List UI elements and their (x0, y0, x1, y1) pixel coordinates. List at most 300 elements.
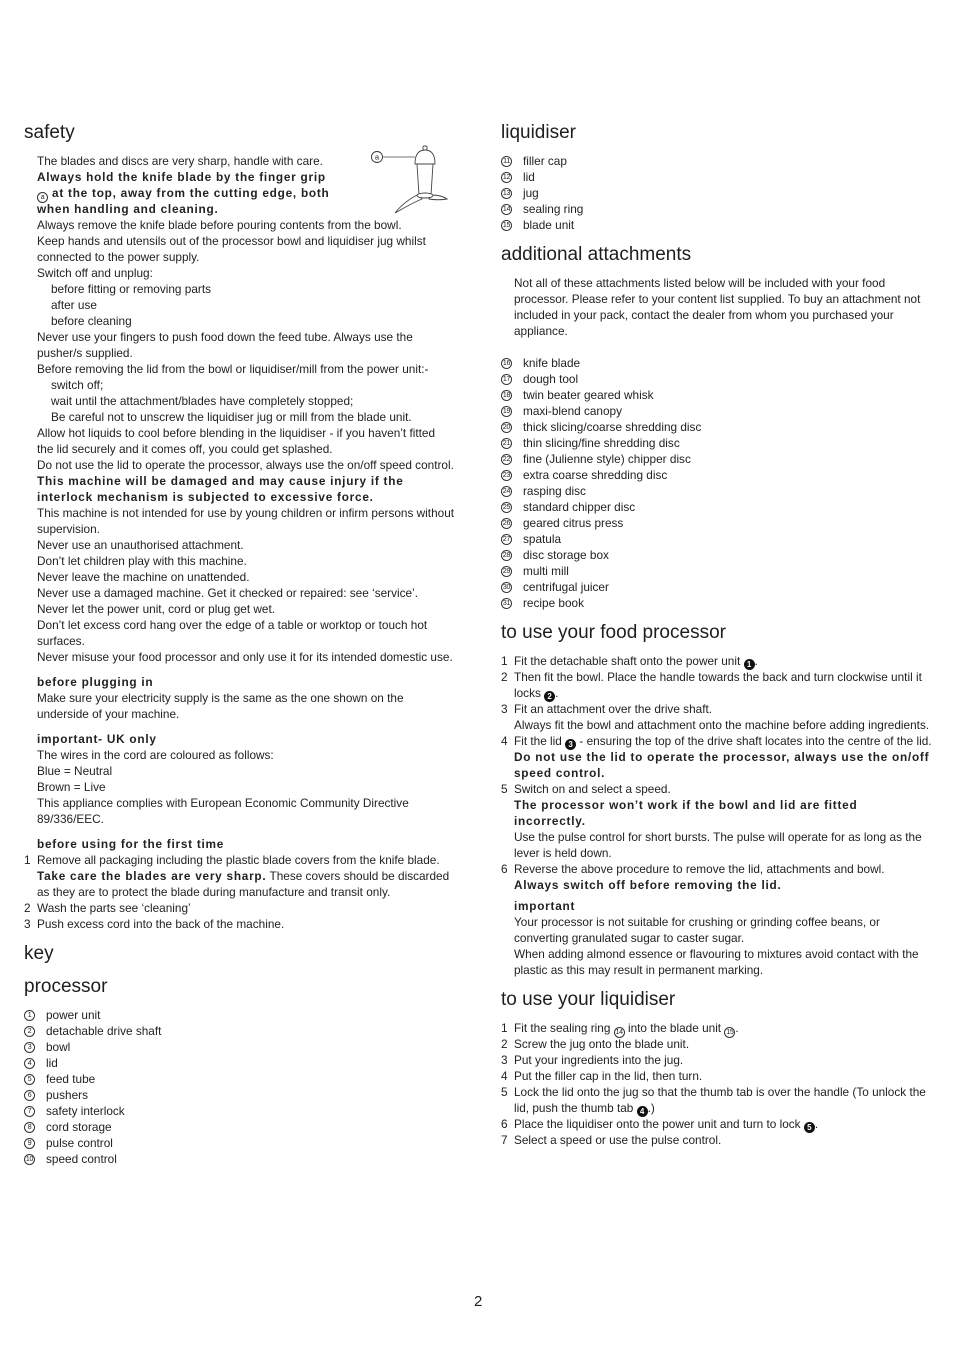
key-item-label: speed control (46, 1152, 117, 1166)
text-run: 89/336/EEC. (37, 812, 104, 826)
text-line (514, 829, 941, 845)
text-line (514, 1020, 941, 1036)
text-line (37, 361, 464, 377)
text-line (514, 701, 941, 717)
text-run: Never use a damaged machine. Get it checked or repaired: see ‘service’. (37, 586, 418, 600)
text-run: .) (647, 1101, 655, 1115)
text-run: connected to the power supply. (37, 250, 200, 264)
text-run: lid, push the thumb tab (514, 1101, 637, 1115)
left-column (24, 122, 464, 1167)
text-run: pusher/s supplied. (37, 346, 133, 360)
key-item-label: pushers (46, 1088, 88, 1102)
step-item (501, 781, 941, 861)
bold-text: speed control. (514, 766, 606, 780)
text-line (514, 797, 941, 813)
text-line (514, 1100, 941, 1116)
text-run: appliance. (514, 324, 568, 338)
step-number: 2 (501, 670, 508, 684)
paragraph (37, 329, 464, 377)
key-item (501, 217, 941, 233)
key-item (501, 153, 941, 169)
section-heading: to use your liquidiser (501, 989, 676, 1010)
key-number-marker: 29 (502, 567, 511, 575)
key-list (501, 355, 941, 611)
text-line (37, 779, 464, 795)
text-line (514, 781, 941, 797)
key-item (501, 435, 941, 451)
text-run: Be careful not to unscrew the liquidiser jug or mill from the blade unit. (51, 410, 412, 424)
step-number: 4 (501, 1069, 508, 1083)
text-run: before cleaning (51, 314, 132, 328)
text-run: - ensuring the top of the drive shaft locates into the centre of the lid. (576, 734, 932, 748)
step-number: 2 (501, 1037, 508, 1051)
key-item (501, 531, 941, 547)
filled-number-marker: 5 (804, 1122, 815, 1133)
text-line (514, 717, 941, 733)
text-run: This appliance complies with European Economic Community Directive (37, 796, 409, 810)
text-line (37, 868, 464, 884)
text-line (514, 685, 941, 701)
text-run: Use the pulse control for short bursts. The pulse will operate for as long as the (514, 830, 922, 844)
circled-number-marker: a (37, 192, 48, 203)
section-heading: additional attachments (501, 244, 692, 265)
text-run: Never let the power unit, cord or plug get wet. (37, 602, 276, 616)
key-item (501, 201, 941, 217)
text-run: Switch on and select a speed. (514, 782, 671, 796)
text-line (37, 617, 464, 633)
step-number: 3 (24, 917, 31, 931)
key-item (24, 1055, 464, 1071)
key-number-marker: 12 (502, 173, 511, 181)
step-number: 1 (24, 853, 31, 867)
key-number-marker: 7 (24, 1106, 35, 1117)
key-item-label: dough tool (523, 372, 579, 386)
knife-blade-icon (395, 146, 447, 213)
step-item (501, 1052, 941, 1068)
bold-text: at the top, away from the cutting edge, both (48, 186, 330, 200)
subheading: before using for the first time (37, 837, 225, 851)
text-line (37, 233, 464, 249)
text-run: as they are to protect the blade during manufacture and transit only. (37, 885, 391, 899)
text-line (514, 1084, 941, 1100)
step-item (501, 1020, 941, 1036)
text-line (37, 795, 464, 811)
text-line (514, 914, 941, 930)
text-line (514, 291, 941, 307)
text-line (37, 916, 464, 932)
key-item (501, 403, 941, 419)
text-run: Always remove the knife blade before pouring contents from the bowl. (37, 218, 402, 232)
text-line (37, 706, 464, 722)
key-item-label: jug (523, 186, 539, 200)
key-number-marker: 28 (502, 551, 511, 559)
text-run: These covers should be discarded (266, 869, 450, 883)
section-heading: to use your food processor (501, 622, 726, 643)
text-line (37, 345, 464, 361)
key-item-label: thick slicing/coarse shredding disc (523, 420, 702, 434)
text-run: Brown = Live (37, 780, 106, 794)
finger-grip-callout (372, 152, 416, 163)
text-run: switch off; (51, 378, 104, 392)
key-number-marker: 21 (502, 439, 511, 447)
text-run: Your processor is not suitable for crushing or grinding coffee beans, or (514, 915, 880, 929)
key-item (24, 1023, 464, 1039)
key-item (24, 1071, 464, 1087)
key-item-label: maxi-blend canopy (523, 404, 623, 418)
step-number: 6 (501, 1117, 508, 1131)
text-run: Allow hot liquids to cool before blending in the liquidiser - if you haven’t fitted (37, 426, 436, 440)
text-run: The blades and discs are very sharp, handle with care. (37, 154, 323, 168)
text-line (37, 265, 464, 281)
paragraph (37, 747, 464, 827)
key-number-marker: 27 (502, 535, 511, 543)
text-run: Keep hands and utensils out of the processor bowl and liquidiser jug whilst (37, 234, 426, 248)
key-item (501, 563, 941, 579)
text-run: The wires in the cord are coloured as follows: (37, 748, 274, 762)
text-line (37, 900, 464, 916)
key-item (24, 1087, 464, 1103)
text-run: Put the filler cap in the lid, then turn. (514, 1069, 703, 1083)
text-run: Remove all packaging including the plastic blade covers from the knife blade. (37, 853, 440, 867)
text-run: lever is held down. (514, 846, 612, 860)
text-line (37, 569, 464, 585)
key-item (24, 1103, 464, 1119)
key-item-label: filler cap (523, 154, 567, 168)
key-number-marker: 15 (502, 221, 511, 229)
text-run: Not all of these attachments listed below will be included with your food (514, 276, 886, 290)
key-number-marker: 23 (502, 471, 511, 479)
text-line (37, 425, 464, 441)
key-item-label: recipe book (523, 596, 584, 610)
text-line (514, 323, 941, 339)
key-item (24, 1039, 464, 1055)
text-run: Before removing the lid from the bowl or liquidiser/mill from the power unit:- (37, 362, 429, 376)
key-item (24, 1135, 464, 1151)
key-item (501, 185, 941, 201)
text-line (514, 307, 941, 323)
bold-text: interlock mechanism is subjected to excessive force. (37, 490, 374, 504)
key-list (501, 153, 941, 233)
key-item-label: spatula (523, 532, 562, 546)
step-item (501, 653, 941, 669)
text-run: Place the liquidiser onto the power unit and turn to lock (514, 1117, 804, 1131)
text-run: Push excess cord into the back of the machine. (37, 917, 285, 931)
text-run: supervision. (37, 522, 100, 536)
key-number-marker: 6 (24, 1090, 35, 1101)
text-line (51, 377, 464, 393)
key-number-marker: 17 (502, 375, 511, 383)
key-item-label: sealing ring (523, 202, 584, 216)
text-line (37, 852, 464, 868)
key-number-marker: 5 (24, 1074, 35, 1085)
text-run: plastic as this may result in permanent marking. (514, 963, 764, 977)
bold-text: The processor won’t work if the bowl and lid are fitted (514, 798, 858, 812)
text-line (37, 473, 464, 489)
key-item-label: safety interlock (46, 1104, 125, 1118)
text-line (37, 601, 464, 617)
circled-number-marker: 15 (726, 1029, 734, 1036)
key-number-marker: 3 (24, 1042, 35, 1053)
filled-number-marker: 4 (637, 1106, 648, 1117)
key-item (501, 595, 941, 611)
text-run: . (735, 1021, 739, 1035)
text-run: converting granulated sugar to caster sugar. (514, 931, 745, 945)
paragraph (514, 275, 941, 339)
step-number: 4 (501, 734, 508, 748)
key-item-label: power unit (46, 1008, 101, 1022)
key-item (501, 387, 941, 403)
key-number-marker: 20 (502, 423, 511, 431)
text-line (514, 1116, 941, 1132)
step-item (501, 1036, 941, 1052)
key-number-marker: 14 (502, 205, 511, 213)
text-line (514, 946, 941, 962)
bold-text: Take care the blades are very sharp. (37, 869, 267, 883)
text-line (37, 329, 464, 345)
text-run: before fitting or removing parts (51, 282, 211, 296)
paragraph (37, 690, 464, 722)
section-heading: safety (24, 122, 75, 143)
text-line (51, 393, 464, 409)
key-item (501, 371, 941, 387)
text-line (514, 845, 941, 861)
text-line (37, 489, 464, 505)
text-run: locks (514, 686, 545, 700)
step-number: 1 (501, 654, 508, 668)
key-item-label: geared citrus press (523, 516, 624, 530)
key-number-marker: 10 (25, 1155, 34, 1163)
text-run: Don’t let children play with this machine. (37, 554, 247, 568)
text-run: processor. Please refer to your content list supplied. To buy an attachment not (514, 292, 921, 306)
text-run: Reverse the above procedure to remove the lid, attachments and bowl. (514, 862, 885, 876)
key-item (501, 547, 941, 563)
text-line (51, 281, 464, 297)
text-run: after use (51, 298, 97, 312)
step-item (24, 852, 464, 900)
section-heading: liquidiser (501, 122, 576, 143)
text-run: Fit the detachable shaft onto the power unit (514, 654, 744, 668)
text-run: into the blade unit (624, 1021, 725, 1035)
key-number-marker: 1 (24, 1010, 35, 1021)
key-item-label: blade unit (523, 218, 575, 232)
key-list (24, 1007, 464, 1167)
step-item (24, 900, 464, 916)
key-item-label: disc storage box (523, 548, 609, 562)
text-line (514, 1052, 941, 1068)
step-item (501, 1084, 941, 1116)
text-run: Do not use the lid to operate the processor, always use the on/off speed control. (37, 458, 454, 472)
text-run: Select a speed or use the pulse control. (514, 1133, 722, 1147)
key-item (501, 467, 941, 483)
key-item (501, 579, 941, 595)
text-run: When adding almond essence or flavouring to mixtures avoid contact with the (514, 947, 919, 961)
key-item-label: thin slicing/fine shredding disc (523, 436, 680, 450)
filled-number-marker: 3 (565, 739, 576, 750)
text-run: underside of your machine. (37, 707, 180, 721)
text-line (51, 297, 464, 313)
text-line (37, 763, 464, 779)
text-line (37, 521, 464, 537)
step-number: 3 (501, 1053, 508, 1067)
key-number-marker: 11 (501, 156, 512, 167)
key-item-label: twin beater geared whisk (523, 388, 654, 402)
text-line (51, 409, 464, 425)
key-item (501, 355, 941, 371)
step-item (501, 733, 941, 781)
key-item (501, 483, 941, 499)
numbered-steps (501, 1020, 941, 1148)
step-item (501, 1116, 941, 1132)
text-line (37, 537, 464, 553)
key-item (24, 1119, 464, 1135)
text-run: the lid securely and it comes off, you could get splashed. (37, 442, 333, 456)
step-item (501, 861, 941, 893)
text-line (37, 747, 464, 763)
text-run: included in your pack, contact the dealer from whom you purchased your (514, 308, 894, 322)
key-number-marker: 8 (24, 1122, 35, 1133)
text-line (37, 585, 464, 601)
filled-number-marker: 1 (744, 659, 755, 670)
key-number-marker: 19 (502, 407, 511, 415)
text-run: Never use your fingers to push food down the feed tube. Always use the (37, 330, 413, 344)
text-run: Switch off and unplug: (37, 266, 153, 280)
indented-list (51, 377, 464, 425)
text-run: Lock the lid onto the jug so that the thumb tab is over the handle (To unlock the (514, 1085, 926, 1099)
text-run: surfaces. (37, 634, 85, 648)
section-heading: processor (24, 976, 108, 997)
key-item-label: multi mill (523, 564, 569, 578)
text-line (514, 930, 941, 946)
key-item-label: cord storage (46, 1120, 112, 1134)
text-line (514, 733, 941, 749)
text-line (514, 275, 941, 291)
text-run: Screw the jug onto the blade unit. (514, 1037, 690, 1051)
key-item-label: centrifugal juicer (523, 580, 609, 594)
key-number-marker: 4 (24, 1058, 35, 1069)
text-run: Then fit the bowl. Place the handle towards the back and turn clockwise until it (514, 670, 922, 684)
key-item-label: lid (523, 170, 535, 184)
step-item (501, 669, 941, 701)
key-item-label: standard chipper disc (523, 500, 636, 514)
filled-number-marker: 2 (544, 691, 555, 702)
step-item (24, 916, 464, 932)
key-item-label: rasping disc (523, 484, 586, 498)
key-number-marker: 16 (502, 359, 511, 367)
step-number: 7 (501, 1133, 508, 1147)
step-item (501, 1068, 941, 1084)
key-item-label: detachable drive shaft (46, 1024, 162, 1038)
text-run: Never misuse your food processor and only use it for its intended domestic use. (37, 650, 453, 664)
text-run: Fit the sealing ring (514, 1021, 614, 1035)
key-item-label: lid (46, 1056, 58, 1070)
key-number-marker: 25 (502, 503, 511, 511)
text-run: . (814, 1117, 819, 1131)
key-item (24, 1007, 464, 1023)
text-line (514, 962, 941, 978)
key-number-marker: 18 (502, 391, 511, 399)
key-number-marker: 2 (24, 1026, 35, 1037)
page-number: 2 (474, 1293, 483, 1310)
subheading: important- UK only (37, 732, 157, 746)
key-number-marker: 26 (502, 519, 511, 527)
text-line (37, 690, 464, 706)
key-item (501, 515, 941, 531)
step-item (501, 1132, 941, 1148)
key-item-label: fine (Julienne style) chipper disc (523, 452, 691, 466)
bold-text: incorrectly. (514, 814, 586, 828)
text-line (514, 1036, 941, 1052)
text-line (514, 861, 941, 877)
text-run: Blue = Neutral (37, 764, 113, 778)
step-number: 1 (501, 1021, 508, 1035)
step-number: 3 (501, 702, 508, 716)
key-item (24, 1151, 464, 1167)
text-line (514, 749, 941, 765)
text-line (37, 441, 464, 457)
text-run: Put your ingredients into the jug. (514, 1053, 684, 1067)
text-run: This machine is not intended for use by young children or infirm persons without (37, 506, 455, 520)
numbered-steps (501, 653, 941, 893)
key-item (501, 169, 941, 185)
step-item (501, 701, 941, 733)
paragraph (37, 425, 464, 665)
text-line (514, 813, 941, 829)
text-run: . (555, 686, 559, 700)
key-item-label: knife blade (523, 356, 581, 370)
text-run: Fit the lid (514, 734, 566, 748)
bold-text: when handling and cleaning. (37, 202, 219, 216)
right-column (501, 122, 941, 1148)
text-line (37, 649, 464, 665)
text-line (514, 1068, 941, 1084)
text-run: Make sure your electricity supply is the same as the one shown on the (37, 691, 404, 705)
bold-text: Always hold the knife blade by the finger grip (37, 170, 326, 184)
step-number: 5 (501, 782, 508, 796)
text-line (514, 1132, 941, 1148)
key-item-label: extra coarse shredding disc (523, 468, 668, 482)
key-number-marker: 24 (502, 487, 511, 495)
text-line (37, 884, 464, 900)
key-number-marker: 22 (502, 455, 511, 463)
text-line (37, 457, 464, 473)
text-line (514, 765, 941, 781)
numbered-steps (24, 852, 464, 932)
step-number: 2 (24, 901, 31, 915)
text-run: . (754, 654, 758, 668)
key-item-label: bowl (46, 1040, 71, 1054)
text-line (514, 653, 941, 669)
paragraph (514, 914, 941, 978)
key-number-marker: 9 (24, 1138, 35, 1149)
bold-text: Always switch off before removing the lid. (514, 878, 782, 892)
text-line (51, 313, 464, 329)
text-run: Wash the parts see ‘cleaning’ (37, 901, 191, 915)
subheading: important (514, 899, 576, 913)
text-run: Always fit the bowl and attachment onto the machine before adding ingredients. (514, 718, 930, 732)
circled-number-marker: 14 (615, 1029, 623, 1036)
text-run: Don’t let excess cord hang over the edge of a table or worktop or touch hot (37, 618, 428, 632)
text-run: Fit an attachment over the drive shaft. (514, 702, 713, 716)
key-item (501, 419, 941, 435)
text-line (514, 877, 941, 893)
key-number-marker: 31 (502, 599, 511, 607)
key-number-marker: 30 (502, 583, 511, 591)
text-run: Never use an unauthorised attachment. (37, 538, 244, 552)
subheading: before plugging in (37, 675, 154, 689)
key-item-label: pulse control (46, 1136, 113, 1150)
step-number: 5 (501, 1085, 508, 1099)
knife-blade-illustration (366, 142, 452, 220)
